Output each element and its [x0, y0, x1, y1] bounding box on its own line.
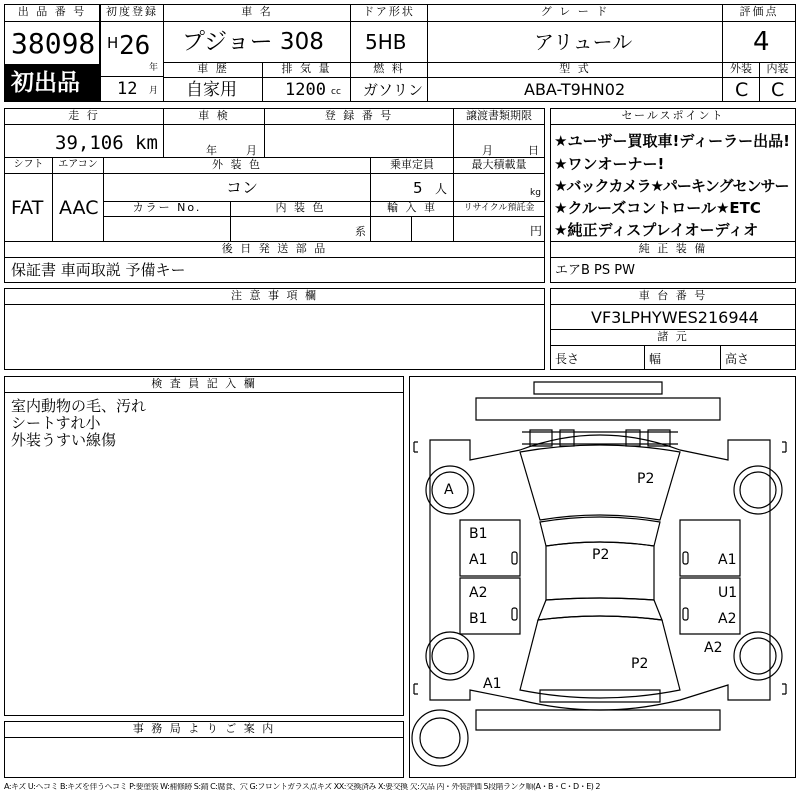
- chassis-number: VF3LPHYWES216944: [591, 308, 759, 327]
- model-code: ABA-T9HN02: [524, 80, 626, 99]
- width-cell: [644, 345, 721, 370]
- grade: アリュール: [534, 30, 633, 54]
- history-label: 車 歴: [163, 62, 263, 78]
- int-color-suffix: 系: [355, 225, 366, 238]
- overall-score: 4: [753, 27, 770, 57]
- later-parts-cell: [4, 257, 545, 283]
- office-box: [4, 737, 404, 778]
- shift: FAT: [11, 197, 44, 219]
- transfer-day-unit: 日: [528, 144, 539, 157]
- lot-number: 38098: [11, 27, 96, 60]
- inspection-cell: [163, 124, 265, 158]
- shift-cell: [4, 173, 53, 242]
- width-label: 幅: [649, 352, 662, 366]
- car-name-label: 車 名: [163, 4, 351, 22]
- model-code-label: 型 式: [427, 62, 723, 78]
- car-name-cell: [163, 21, 351, 63]
- mark-left-rear-door-1: A2: [469, 585, 488, 601]
- sales-point-4: ★クルーズコントロール★ETC: [554, 199, 761, 217]
- fuel: ガソリン: [363, 81, 424, 99]
- color-cell: [103, 173, 371, 202]
- shift-label: シフト: [4, 157, 53, 174]
- mileage-label: 走 行: [4, 108, 164, 125]
- ac: AAC: [59, 197, 99, 219]
- recycle-label: リサイクル預託金: [453, 201, 545, 217]
- door-type: 5HB: [365, 30, 407, 54]
- ac-label: エアコン: [52, 157, 104, 174]
- mark-hood: P2: [637, 471, 655, 487]
- import-cell-1: [370, 216, 412, 242]
- lot-number-cell: [4, 21, 100, 65]
- ac-cell: [52, 173, 104, 242]
- displacement-unit: cc: [331, 87, 341, 97]
- chassis-label: 車 台 番 号: [550, 288, 796, 305]
- reg-year-unit: 年: [149, 63, 159, 73]
- load-label: 最大積載量: [453, 157, 545, 174]
- door-cell: [350, 21, 428, 63]
- inspector-note-3: 外装うすい線傷: [11, 431, 117, 449]
- score-cell: [722, 21, 796, 63]
- load-unit: kg: [530, 188, 541, 198]
- reg-month-cell: [100, 76, 164, 102]
- exterior-label: 外装: [722, 62, 760, 78]
- transfer-cell: [453, 124, 545, 158]
- notes-label: 注 意 事 項 欄: [4, 288, 545, 305]
- reg-no-cell: [264, 124, 454, 158]
- capacity-cell: [370, 173, 454, 202]
- inspector-note-1: 室内動物の毛、汚れ: [11, 397, 147, 415]
- era: H: [107, 34, 119, 52]
- door-label: ドア形状: [350, 4, 428, 22]
- later-parts: 保証書 車両取説 予備キー: [11, 261, 186, 279]
- notes-box: [4, 304, 545, 370]
- reg-month: 12: [117, 79, 138, 99]
- color-label: 外 装 色: [103, 157, 371, 174]
- reg-month-unit: 月: [149, 86, 159, 96]
- inspection-year-unit: 年: [206, 144, 217, 157]
- capacity-unit: 人: [435, 182, 448, 196]
- load-cell: [453, 173, 545, 202]
- chassis-cell: [550, 304, 796, 330]
- score-label: 評価点: [722, 4, 796, 22]
- capacity-label: 乗車定員: [370, 157, 454, 174]
- first-reg-label: 初度登録: [100, 4, 164, 22]
- exterior-score: C: [735, 79, 749, 101]
- dimensions-label: 諸 元: [550, 329, 796, 346]
- exterior-score-cell: [722, 77, 760, 102]
- displacement-label: 排 気 量: [262, 62, 351, 78]
- interior-label: 内装: [759, 62, 796, 78]
- equipment-label: 純 正 装 備: [550, 241, 796, 258]
- sales-points-label: セールスポイント: [550, 108, 796, 125]
- mark-left-front-door-1: B1: [469, 526, 488, 542]
- history-cell: [163, 77, 263, 102]
- recycle-unit: 円: [530, 224, 543, 238]
- sales-point-3: ★バックカメラ★パーキングセンサー: [554, 177, 789, 195]
- first-listing-text: 初出品: [11, 70, 80, 96]
- office-label: 事 務 局 よ り ご 案 内: [4, 721, 404, 738]
- equipment: エアB PS PW: [555, 263, 635, 278]
- mileage-cell: [4, 124, 164, 158]
- grade-label: グ レ ー ド: [427, 4, 723, 22]
- height-label: 高さ: [725, 352, 750, 366]
- mark-left-rear-quarter: A1: [483, 676, 502, 692]
- later-parts-label: 後 日 発 送 部 品: [4, 241, 545, 258]
- fuel-cell: [350, 77, 428, 102]
- color-no-label: カラー No.: [103, 201, 231, 217]
- mark-front-left-wheel: A: [444, 482, 454, 498]
- car-diagram-frame: [409, 376, 796, 778]
- recycle-cell: [453, 216, 545, 242]
- grade-cell: [427, 21, 723, 63]
- reg-no-label: 登 録 番 号: [264, 108, 454, 125]
- transfer-label: 譲渡書類期限: [453, 108, 545, 125]
- length-cell: [550, 345, 645, 370]
- history: 自家用: [186, 80, 237, 100]
- mark-right-rear-door-2: A2: [718, 611, 737, 627]
- mark-right-rear-quarter: A2: [704, 640, 723, 656]
- legend: A:キズ U:ヘコミ B:キズを伴うヘコミ P:要塗装 W:補修跡 S:錆 C:腐食、穴 G:フロントガラス点キズ XX:交換済み X:要交換 欠:欠品 内・外装評価 5段階ランク順(A・B・C・D・E) 2: [4, 783, 601, 791]
- inspector-box: [4, 392, 404, 716]
- color: コン: [226, 178, 259, 197]
- import-cell-2: [411, 216, 454, 242]
- capacity: 5: [413, 179, 423, 197]
- inspection-month-unit: 月: [246, 144, 257, 157]
- first-listing-badge: [4, 64, 100, 102]
- mark-right-front-door: A1: [718, 552, 737, 568]
- sales-point-5: ★純正ディスプレイオーディオ: [554, 221, 759, 239]
- inspector-label: 検 査 員 記 入 欄: [4, 376, 404, 393]
- color-no-cell: [103, 216, 231, 242]
- inspection-label: 車 検: [163, 108, 265, 125]
- int-color-cell: [230, 216, 371, 242]
- mileage-unit: km: [135, 132, 158, 154]
- displacement: 1200: [285, 80, 326, 100]
- transfer-month-unit: 月: [482, 144, 493, 157]
- inspector-note-2: シートすれ小: [11, 414, 101, 432]
- mark-left-rear-door-2: B1: [469, 611, 488, 627]
- lot-number-label: 出 品 番 号: [4, 4, 100, 22]
- mileage: 39,106: [55, 132, 124, 154]
- mark-trunk: P2: [631, 656, 649, 672]
- car-name: プジョー 308: [182, 29, 324, 55]
- import-label: 輸 入 車: [370, 201, 454, 217]
- equipment-cell: [550, 257, 796, 283]
- interior-score-cell: [759, 77, 796, 102]
- interior-score: C: [771, 79, 785, 101]
- model-code-cell: [427, 77, 723, 102]
- fuel-label: 燃 料: [350, 62, 428, 78]
- height-cell: [720, 345, 796, 370]
- first-reg-cell: [100, 21, 164, 77]
- sales-point-1: ★ユーザー買取車!ディーラー出品!: [554, 132, 790, 150]
- int-color-label: 内 装 色: [230, 201, 371, 217]
- mark-left-front-door-2: A1: [469, 552, 488, 568]
- mark-right-rear-door-1: U1: [718, 585, 738, 601]
- length-label: 長さ: [555, 352, 580, 366]
- mark-roof: P2: [592, 547, 610, 563]
- displacement-cell: [262, 77, 351, 102]
- sales-point-2: ★ワンオーナー!: [554, 155, 665, 173]
- reg-year: 26: [119, 31, 151, 61]
